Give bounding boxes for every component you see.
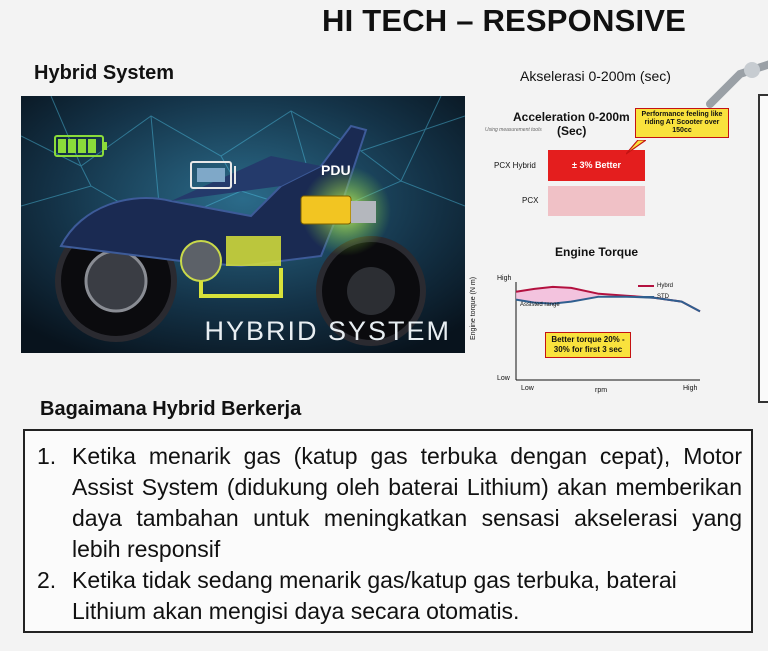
x-axis-label: rpm — [595, 387, 608, 394]
scooter-illustration — [21, 96, 465, 353]
step-number: 1. — [37, 443, 57, 469]
performance-callout: Performance feeling like riding AT Scooter over 150cc — [635, 108, 729, 138]
x-tick-high: High — [683, 385, 698, 392]
bar-pcx — [548, 186, 645, 216]
hybrid-system-photo — [21, 96, 465, 353]
callout-pointer — [626, 140, 646, 156]
acceleration-heading: Akselerasi 0-200m (sec) — [520, 68, 671, 84]
torque-callout: Better torque 20% - 30% for first 3 sec — [545, 332, 631, 358]
step-text: Ketika tidak sedang menarik gas/katup gas terbuka, baterai Lithium akan mengisi daya secara otomatis. — [72, 567, 677, 624]
side-panel-edge — [758, 94, 768, 403]
legend-label-hybrid: Hybrd — [657, 283, 674, 289]
page-title: HI TECH – RESPONSIVE — [321, 3, 687, 38]
assisted-range-label: Assisted range — [520, 302, 560, 308]
photo-caption: HYBRID SYSTEM — [204, 316, 451, 346]
torque-chart — [480, 262, 710, 392]
acceleration-chart-title: Acceleration 0-200m — [513, 110, 630, 124]
step-number: 2. — [37, 567, 57, 593]
pdu-label: PDU — [321, 162, 351, 178]
acceleration-chart-subtitle: Using measurement tools — [485, 127, 542, 133]
acceleration-chart-unit: (Sec) — [557, 124, 587, 138]
category-label-pcx-hybrid: PCX Hybrid — [494, 161, 536, 170]
y-tick-high: High — [497, 275, 512, 282]
y-axis-label: Engine torque (N m) — [470, 276, 477, 340]
category-label-pcx: PCX — [522, 196, 539, 205]
hybrid-system-heading: Hybrid System — [34, 62, 175, 84]
how-it-works-heading: Bagaimana Hybrid Berkerja — [40, 398, 302, 420]
torque-chart-title: Engine Torque — [555, 245, 639, 259]
bar-pcx-hybrid-label: ± 3% Better — [572, 160, 621, 170]
x-tick-low: Low — [521, 385, 534, 392]
legend-label-std: STD — [657, 294, 669, 300]
step-text: Ketika menarik gas (katup gas terbuka dengan cepat), Motor Assist System (didukung oleh baterai Lithium) akan memberikan daya tambahan untuk meningkatkan sensasi akselerasi yang lebih responsif — [72, 443, 742, 562]
y-tick-low: Low — [497, 375, 510, 382]
how-it-works-box — [23, 429, 753, 633]
